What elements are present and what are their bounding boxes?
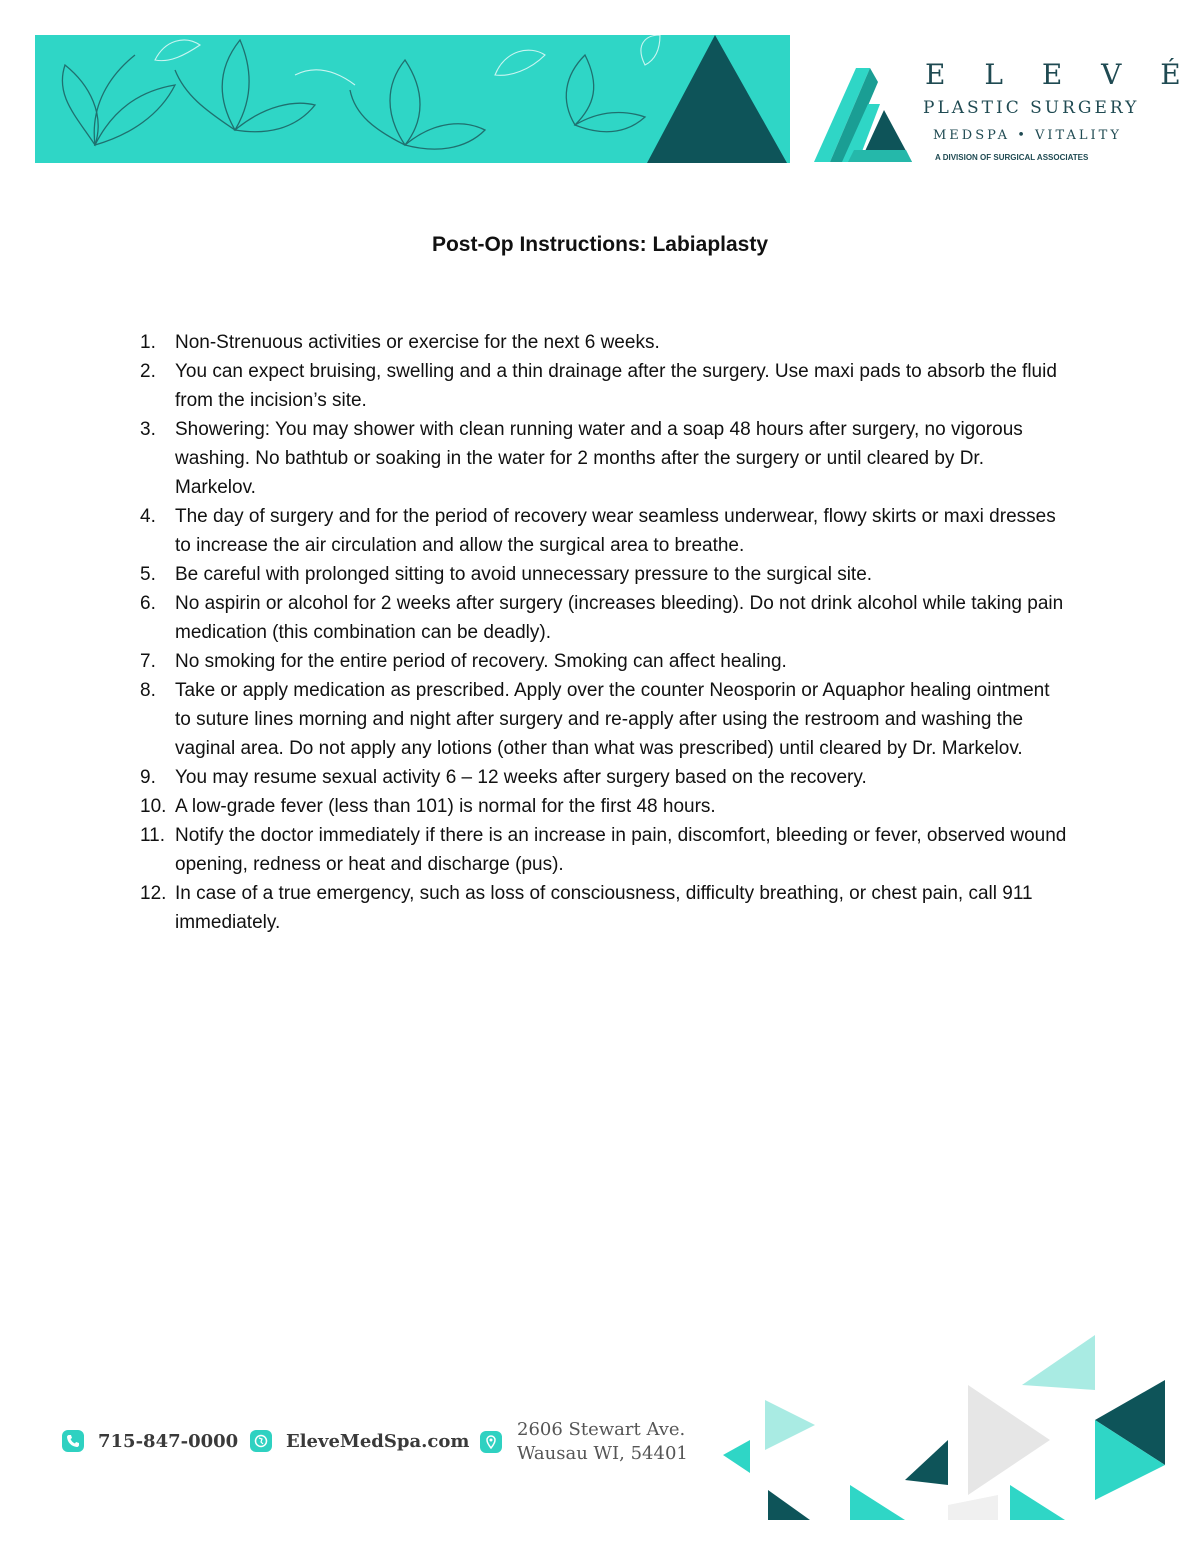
item-number: 8. xyxy=(140,680,156,701)
phone-icon xyxy=(62,1430,84,1452)
item-text: A low-grade fever (less than 101) is normal for the first 48 hours. xyxy=(175,796,716,817)
brand-name: E L E V É xyxy=(925,58,1196,91)
list-item xyxy=(140,415,1070,502)
header-banner xyxy=(35,35,790,163)
item-number: 10. xyxy=(140,796,167,817)
item-text: No smoking for the entire period of recovery. Smoking can affect healing. xyxy=(175,651,787,672)
list-item xyxy=(140,676,1070,763)
item-number: 5. xyxy=(140,564,156,585)
list-item xyxy=(140,647,1070,676)
footer-contacts xyxy=(62,1418,722,1474)
location-pin-icon xyxy=(480,1431,502,1453)
phone-number[interactable]: 715-847-0000 xyxy=(98,1430,239,1452)
item-text: Take or apply medication as prescribed. Apply over the counter Neosporin or Aquaphor healing ointment to suture lines morning and night after surgery and re-apply after using the restroom and washing the vaginal area. Do not apply any lotions (other than what was prescribed) until cleared by Dr. Markelov. xyxy=(175,680,1050,759)
list-item xyxy=(140,357,1070,415)
list-item xyxy=(140,792,1070,821)
page-title: Post-Op Instructions: Labiaplasty xyxy=(431,233,769,256)
item-number: 3. xyxy=(140,419,156,440)
item-text: No aspirin or alcohol for 2 weeks after surgery (increases bleeding). Do not drink alcohol while taking pain medication (this combination can be deadly). xyxy=(175,593,1064,643)
item-number: 2. xyxy=(140,361,156,382)
address-line2: Wausau WI, 54401 xyxy=(517,1443,688,1464)
item-text: Showering: You may shower with clean running water and a soap 48 hours after surgery, no vigorous washing. No bathtub or soaking in the water for 2 months after the surgery or until cleared by Dr. Markelov. xyxy=(175,419,1023,498)
item-text: The day of surgery and for the period of recovery wear seamless underwear, flowy skirts or maxi dresses to increase the air circulation and allow the surgical area to breathe. xyxy=(175,506,1056,556)
globe-icon xyxy=(250,1430,272,1452)
item-text: Be careful with prolonged sitting to avoid unnecessary pressure to the surgical site. xyxy=(175,564,873,585)
brand-tagline: MEDSPA • VITALITY xyxy=(933,128,1122,143)
item-number: 9. xyxy=(140,767,156,788)
website-contact[interactable] xyxy=(250,1430,469,1452)
item-number: 11. xyxy=(140,825,166,846)
address-line1: 2606 Stewart Ave. xyxy=(517,1419,686,1440)
instructions-list xyxy=(140,328,1070,937)
brand-logo xyxy=(808,58,1196,168)
item-text: You may resume sexual activity 6 – 12 weeks after surgery based on the recovery. xyxy=(175,767,867,788)
item-text: You can expect bruising, swelling and a thin drainage after the surgery. Use maxi pads to absorb the fluid from the incision’s site. xyxy=(175,361,1057,411)
item-number: 6. xyxy=(140,593,156,614)
item-number: 4. xyxy=(140,506,156,527)
list-item xyxy=(140,763,1070,792)
item-text: Non-Strenuous activities or exercise for the next 6 weeks. xyxy=(175,332,660,353)
list-item xyxy=(140,821,1070,879)
logo-mark-icon xyxy=(808,62,916,164)
item-text: In case of a true emergency, such as loss of consciousness, difficulty breathing, or chest pain, call 911 immediately. xyxy=(175,883,1033,933)
address xyxy=(517,1418,688,1466)
item-text: Notify the doctor immediately if there is an increase in pain, discomfort, bleeding or fever, observed wound opening, redness or heat and discharge (pus). xyxy=(175,825,1067,875)
phone-contact[interactable] xyxy=(62,1430,238,1452)
list-item xyxy=(140,879,1070,937)
list-item xyxy=(140,560,1070,589)
list-item xyxy=(140,328,1070,357)
list-item xyxy=(140,589,1070,647)
website-link[interactable]: EleveMedSpa.com xyxy=(286,1430,470,1452)
brand-subtitle: PLASTIC SURGERY xyxy=(923,98,1140,118)
footer-triangles xyxy=(720,1335,1180,1520)
item-number: 7. xyxy=(140,651,156,672)
item-number: 1. xyxy=(140,332,156,353)
brand-division: A DIVISION OF SURGICAL ASSOCIATES xyxy=(935,153,1089,162)
list-item xyxy=(140,502,1070,560)
item-number: 12. xyxy=(140,883,167,904)
